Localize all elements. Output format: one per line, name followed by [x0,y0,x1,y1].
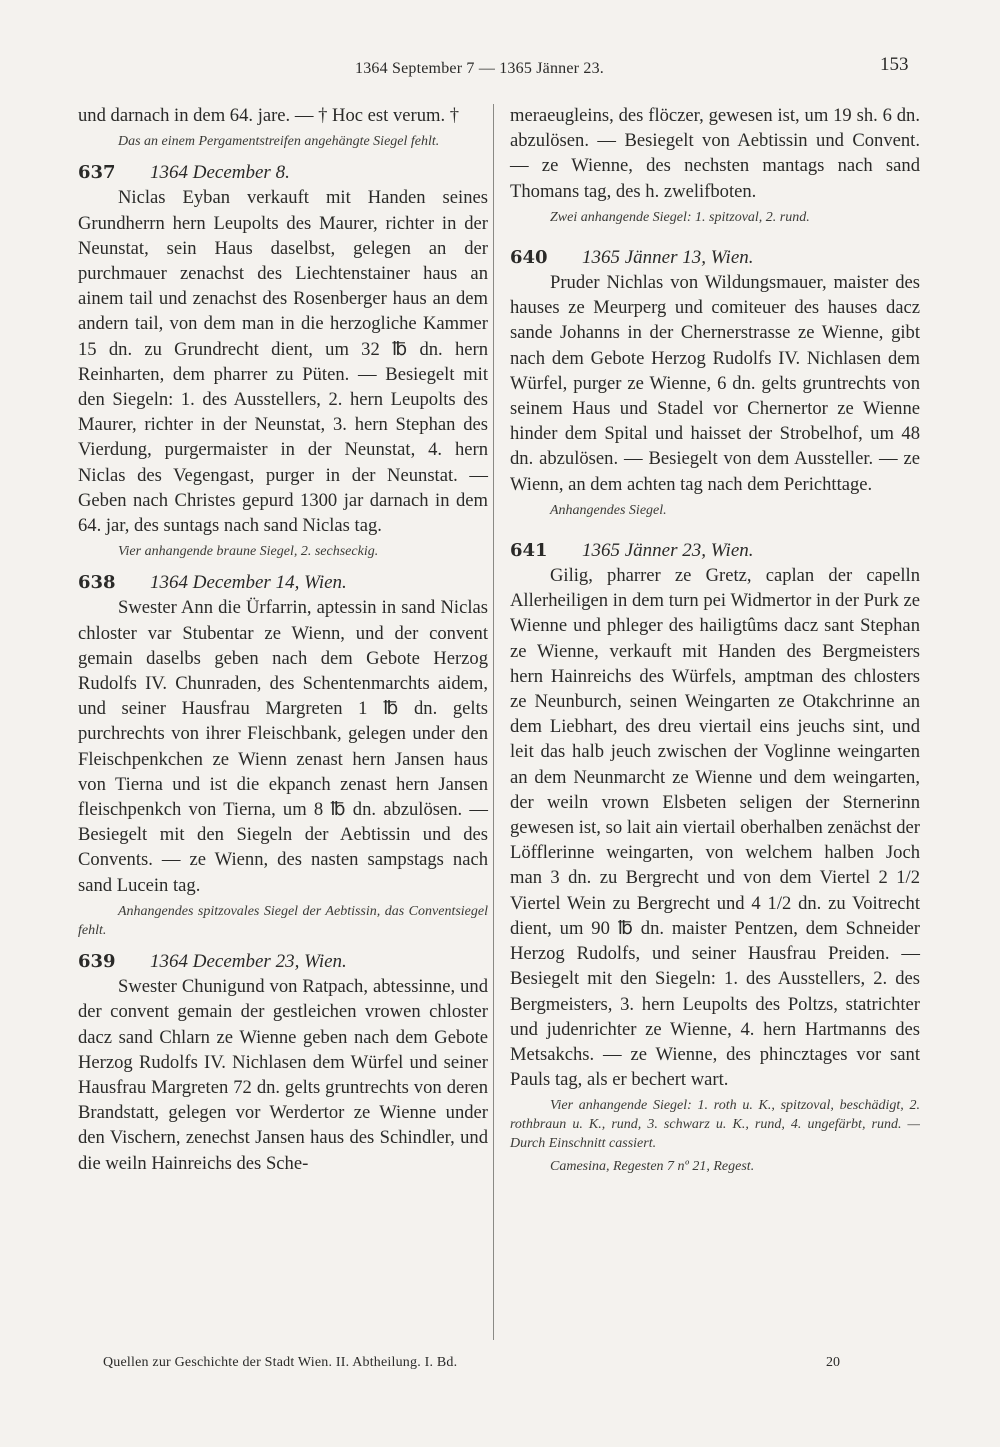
continued-text: und darnach in dem 64. jare. — † Hoc est verum. † [78,105,460,126]
regest-date: 1365 Jänner 23, Wien. [582,539,754,561]
footer-source: Quellen zur Geschichte der Stadt Wien. II. Abtheilung. I. Bd. [103,1355,458,1370]
seal-note-641: Vier anhangende Siegel: 1. roth u. K., spitzoval, beschädigt, 2. rothbraun u. K., rund, 3. schwarz u. K., rund, 4. ungefärbt, rund. — Durch Einschnitt cassiert. [510,1098,920,1152]
regest-number: 638 [78,572,116,594]
regest-text-638: Swester Ann die Ürfarrin, aptessin in sand Niclas chloster var Stubentar ze Wienn, und der convent gemain daselbs geben nach dem Gebote Herzog Rudolfs IV. Chunraden, des Schentenmarchts aidem, und seiner Hausfrau Margreten 1 ℔ dn. gelts purchrechts von ihrer Fleischbank, gelegen under den Fleischpenkchen ze Wienn zenast hern Jansen haus von Tierna und ist die ekpanch zenast hern Jansen fleischpenkch von Tierna, um 8 ℔ dn. abzulösen. — Besiegelt mit den Siegeln der Aebtissin und des Convents. — ze Wienn, des nasten sampstags nach sand Lucein tag. [78,597,488,896]
regest-heading-640 [510,245,920,270]
regest-date: 1364 December 8. [150,162,290,184]
regest-date: 1364 December 23, Wien. [150,950,347,972]
right-column [510,103,920,1176]
column-divider [493,104,494,1340]
regest-number: 640 [510,246,548,268]
regest-heading-641 [510,538,920,563]
regest-text-641: Gilig, pharrer ze Gretz, caplan der capelln Allerheiligen in dem turn pei Widmertor in der Purk ze Wienne und phleger des hailigtûms dacz sant Stephan ze Wienne, verkauft mit Handen des Bergmeisters hern Hainreichs des Würfels, amptman des chlosters ze Neunburch, seinen Weingarten ze Otakchrinne an dem Liebhart, des dreu viertail eins jeuchs sint, und leit das halb jeuch zwischen der Voglinne weingarten an dem Neunmarcht ze Wienne und dem weingarten, der weiln vrown Elsbeten seligen der Sternerinn gewesen ist, so lait ain viertail oberhalben zenächst der Löfflerinne weingarten, von welchem halben Joch man 3 dn. zu Bergrecht und von dem Viertel 2 1/2 Viertel Wein zu Bergrecht und 4 1/2 dn. zu Voitrecht dient, um 90 ℔ dn. maister Pentzen, dem Schneider Herzog Rudolfs, und seiner Hausfrau Preiden. — Besiegelt mit den Siegeln: 1. des Ausstellers, 2. des Bergmeisters, 3. hern Leupolts des Poltzs, statrichter und judenrichter ze Wienne, 4. hern Hartmanns des Metsakchs. — ze Wienne, des phincztages vor sant Pauls tag, als er bechert wart. [510,565,920,1091]
seal-note-637: Vier anhangende braune Siegel, 2. sechseckig. [118,544,379,560]
running-title: 1364 September 7 — 1365 Jänner 23. [355,60,604,77]
regest-text-639: Swester Chunigund von Ratpach, abtessinne, und der convent gemain der gestleichen vrowen chloster dacz sand Chlarn ze Wienne geben nach dem Gebote Herzog Rudolfs IV. Nichlasen dem Würfel und seiner Hausfrau Margreten 72 dn. gelts gruntrechts von deren Brandstatt, gelegen vor Werdertor ze Wienne under den Vischern, zenechst Jansen haus des Schindler, und die weiln Hainreichs des Sche- [78,976,488,1174]
sheet-signature: 20 [826,1355,840,1370]
regest-number: 639 [78,950,116,972]
seal-note-638: Anhangendes spitzovales Siegel der Aebtissin, das Conventsiegel fehlt. [78,903,488,938]
regest-date: 1364 December 14, Wien. [150,572,347,594]
literature-note-641: Camesina, Regesten 7 nº 21, Regest. [550,1159,755,1175]
regest-date: 1365 Jänner 13, Wien. [582,246,754,268]
seal-note: Das an einem Pergamentstreifen angehängte Siegel fehlt. [118,134,440,150]
regest-text-640: Pruder Nichlas von Wildungsmauer, maister des hauses ze Meurperg und comiteuer des hauses dacz sande Johanns in der Chernerstrasse ze Wienne, gibt nach dem Gebote Herzog Rudolfs IV. Nichlasen dem Würfel, purger ze Wienne, 6 dn. gelts gruntrechts von seinem Haus und Stadel vor Chernertor ze Wienne hinder dem Spital und haisset der Strobelhof, um 48 dn. abzulösen. — Besiegelt von dem Aussteller. — ze Wienn, an dem achten tag nach dem Perichttage. [510,272,920,495]
seal-note-640: Anhangendes Siegel. [550,502,667,518]
regest-heading-639 [78,949,488,974]
regest-number: 637 [78,162,116,184]
page-number: 153 [880,54,909,75]
regest-number: 641 [510,539,548,561]
regest-heading-638 [78,570,488,595]
running-header [0,54,1000,88]
left-column [78,103,488,1176]
regest-heading-637 [78,160,488,185]
regest-text-639-continued: meraeugleins, des flöczer, gewesen ist, um 19 sh. 6 dn. abzulösen. — Besiegelt von Aebtissin und Convent. — ze Wienne, des nechsten mantags nach sand Thomans tag, des h. zwelifboten. [510,105,920,202]
seal-note-639: Zwei anhangende Siegel: 1. spitzoval, 2. rund. [550,209,810,225]
regest-text-637: Niclas Eyban verkauft mit Handen seines Grundherrn hern Leupolts des Maurer, richter in der Neunstat, sein Haus daselbst, gelegen an der purchmauer zenachst des Liechtenstainer haus an ainem tail und zenachst des Rosenberger haus an dem andern tail, von dem man in die herzogliche Kammer 15 dn. zu Grundrecht dient, um 32 ℔ dn. hern Reinharten, dem pharrer zu Püten. — Besiegelt mit den Siegeln: 1. des Ausstellers, 2. hern Leupolts des Maurer, richter in der Neunstat, 3. hern Stephan des Vierdung, purgermaister in der Neunstat, 4. hern Niclas des Vegengast, purger in der Neunstat. — Geben nach Christes gepurd 1300 jar darnach in dem 64. jar, des suntags nach sand Niclas tag. [78,187,488,537]
page-footer [0,1355,1000,1379]
